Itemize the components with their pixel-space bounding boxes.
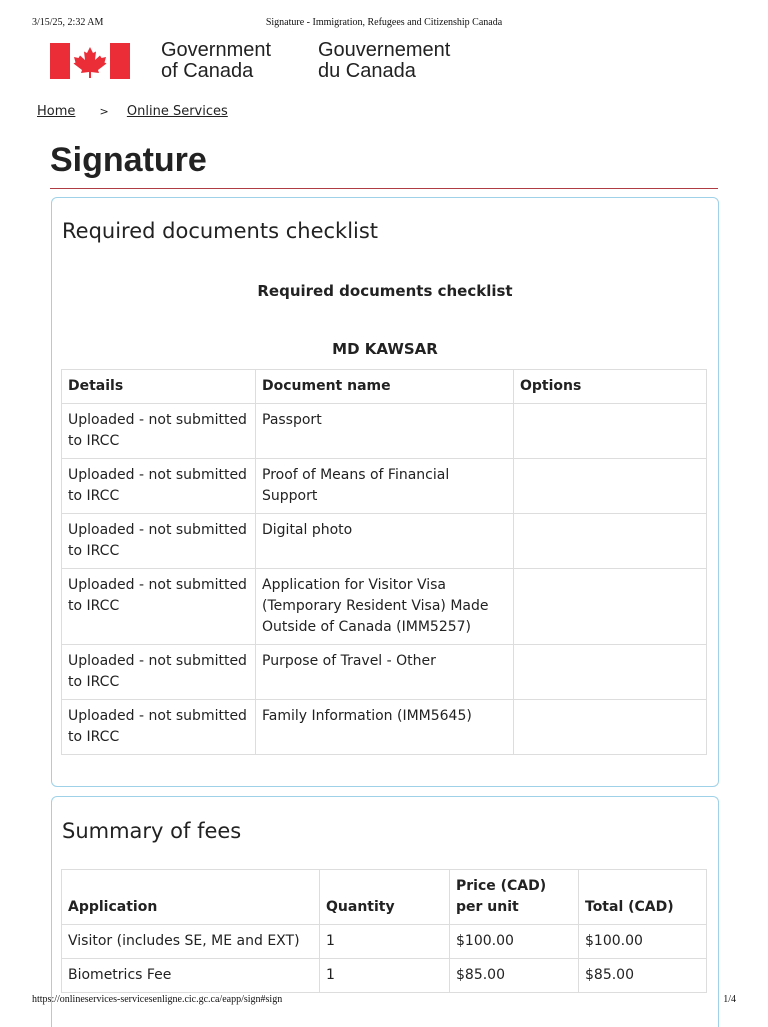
page-title: Signature [50,141,207,179]
breadcrumb [37,104,228,119]
column-header-application: Application [62,870,320,925]
applicant-name: MD KAWSAR [332,340,438,358]
signature-en-line2: of Canada [161,60,254,82]
options-cell [514,645,707,700]
signature-english [161,40,311,82]
application-cell: Visitor (includes SE, ME and EXT) [62,925,320,959]
document-cell: Digital photo [256,514,514,569]
print-page-title: Signature - Immigration, Refugees and Citizenship Canada [265,17,503,28]
print-footer [32,994,736,1008]
signature-french [318,40,498,82]
details-cell: Uploaded - not submitted to IRCC [62,569,256,645]
checklist-subtitle: Required documents checklist [257,282,513,300]
table-row [62,925,707,959]
options-cell [514,459,707,514]
price-cell: $85.00 [450,959,579,993]
signature-en-line1: Government [161,39,272,61]
checklist-panel [51,197,719,787]
column-header-details: Details [62,370,256,404]
document-cell: Passport [256,404,514,459]
breadcrumb-online-services-link[interactable]: Online Services [126,104,228,119]
table-row [62,459,707,514]
table-row [62,404,707,459]
print-page-number: 1/4 [723,994,736,1005]
details-cell: Uploaded - not submitted to IRCC [62,645,256,700]
print-header [32,17,736,31]
table-row [62,700,707,755]
fees-heading: Summary of fees [62,819,242,843]
total-cell: $85.00 [579,959,707,993]
column-header-quantity: Quantity [320,870,450,925]
fees-panel [51,796,719,1027]
document-cell: Proof of Means of Financial Support [256,459,514,514]
details-cell: Uploaded - not submitted to IRCC [62,514,256,569]
print-datetime: 3/15/25, 2:32 AM [32,17,104,28]
canada-flag-icon [50,43,130,79]
table-row [62,569,707,645]
application-cell: Biometrics Fee [62,959,320,993]
table-header-row [62,870,707,925]
checklist-heading: Required documents checklist [62,219,379,243]
fees-table [61,869,707,993]
table-row [62,514,707,569]
options-cell [514,404,707,459]
column-header-options: Options [514,370,707,404]
signature-fr-line2: du Canada [318,60,416,82]
options-cell [514,700,707,755]
quantity-cell: 1 [320,959,450,993]
title-divider [50,188,718,189]
breadcrumb-separator: > [99,105,109,118]
quantity-cell: 1 [320,925,450,959]
signature-fr-line1: Gouvernement [318,39,451,61]
document-cell: Family Information (IMM5645) [256,700,514,755]
column-header-price: Price (CAD) per unit [450,870,579,925]
table-row [62,959,707,993]
table-row [62,645,707,700]
options-cell [514,569,707,645]
breadcrumb-home-link[interactable]: Home [37,104,76,119]
column-header-document-name: Document name [256,370,514,404]
document-cell: Purpose of Travel - Other [256,645,514,700]
price-cell: $100.00 [450,925,579,959]
column-header-total: Total (CAD) [579,870,707,925]
options-cell [514,514,707,569]
table-header-row [62,370,707,404]
details-cell: Uploaded - not submitted to IRCC [62,700,256,755]
document-cell: Application for Visitor Visa (Temporary Resident Visa) Made Outside of Canada (IMM5257) [256,569,514,645]
print-url: https://onlineservices-servicesenligne.cic.gc.ca/eapp/sign#sign [32,994,283,1005]
details-cell: Uploaded - not submitted to IRCC [62,459,256,514]
documents-table [61,369,707,755]
details-cell: Uploaded - not submitted to IRCC [62,404,256,459]
total-cell: $100.00 [579,925,707,959]
